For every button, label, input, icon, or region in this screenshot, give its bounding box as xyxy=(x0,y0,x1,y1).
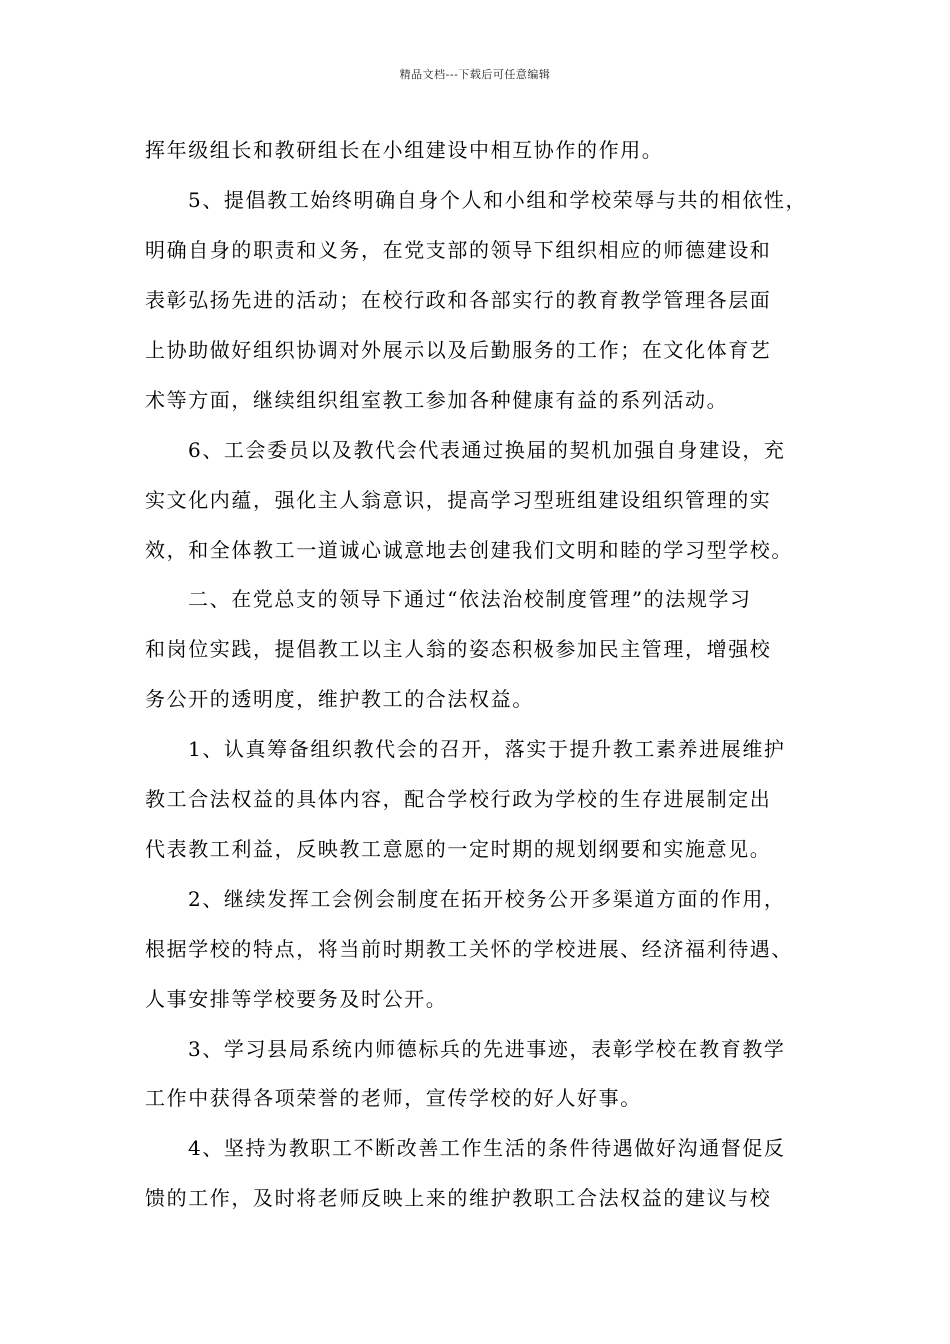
body-line: 务公开的透明度，维护教工的合法权益。 xyxy=(145,687,534,711)
paragraph-first-line: 3、学习县局系统内师德标兵的先进事迹，表彰学校在教育教学 xyxy=(188,1037,786,1061)
body-line: 工作中获得各项荣誉的老师，宣传学校的好人好事。 xyxy=(145,1086,642,1110)
body-line: 挥年级组长和教研组长在小组建设中相互协作的作用。 xyxy=(145,138,664,162)
body-line: 表彰弘扬先进的活动；在校行政和各部实行的教育教学管理各层面 xyxy=(145,288,772,312)
body-line: 效，和全体教工一道诚心诚意地去创建我们文明和睦的学习型学校。 xyxy=(145,538,793,562)
paragraph-first-line: 5、提倡教工始终明确自身个人和小组和学校荣辱与共的相依性， xyxy=(188,188,808,212)
body-line: 馈的工作，及时将老师反映上来的维护教职工合法权益的建议与校 xyxy=(145,1186,772,1210)
paragraph-first-line: 1、认真筹备组织教代会的召开，落实于提升教工素养进展维护 xyxy=(188,737,786,761)
body-line: 人事安排等学校要务及时公开。 xyxy=(145,987,448,1011)
paragraph-first-line: 二、在党总支的领导下通过“依法治校制度管理”的法规学习 xyxy=(188,587,752,611)
body-line: 术等方面，继续组织组室教工参加各种健康有益的系列活动。 xyxy=(145,388,729,412)
body-line: 教工合法权益的具体内容，配合学校行政为学校的生存进展制定出 xyxy=(145,787,772,811)
body-line: 上协助做好组织协调对外展示以及后勤服务的工作；在文化体育艺 xyxy=(145,338,772,362)
page-header: 精品文档---下载后可任意编辑 xyxy=(399,68,551,81)
paragraph-first-line: 6、工会委员以及教代会代表通过换届的契机加强自身建设，充 xyxy=(188,438,786,462)
paragraph-first-line: 4、坚持为教职工不断改善工作生活的条件待遇做好沟通督促反 xyxy=(188,1136,786,1160)
body-line: 实文化内蕴，强化主人翁意识，提高学习型班组建设组织管理的实 xyxy=(145,488,772,512)
body-line: 代表教工利益，反映教工意愿的一定时期的规划纲要和实施意见。 xyxy=(145,837,772,861)
paragraph-first-line: 2、继续发挥工会例会制度在拓开校务公开多渠道方面的作用， xyxy=(188,887,786,911)
body-line: 和岗位实践，提倡教工以主人翁的姿态积极参加民主管理，增强校 xyxy=(145,637,772,661)
body-line: 根据学校的特点，将当前时期教工关怀的学校进展、经济福利待遇、 xyxy=(145,937,793,961)
body-line: 明确自身的职责和义务，在党支部的领导下组织相应的师德建设和 xyxy=(145,238,772,262)
